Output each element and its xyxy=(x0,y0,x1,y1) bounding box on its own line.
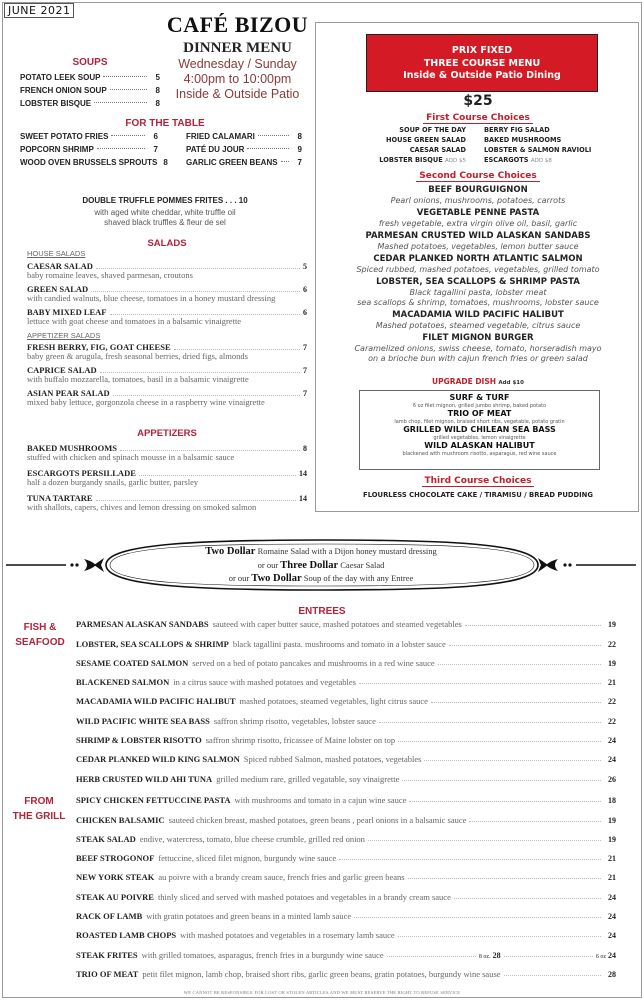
entree-item: WILD PACIFIC WHITE SEA BASS saffron shrimp risotto, vegetables, lobster sauce 22 xyxy=(76,715,616,726)
entree-item: STEAK AU POIVRE thinly sliced and served with mashed potatoes and vegetables in a brandy cream sauce 24 xyxy=(76,891,616,902)
restaurant-name: CAFÉ BIZOU xyxy=(166,12,309,37)
service-seating: Inside & Outside Patio xyxy=(175,87,300,101)
soups-section xyxy=(20,57,160,110)
entree-item: BEEF STROGONOF fettuccine, sliced filet mignon, burgundy wine sauce 21 xyxy=(76,853,616,864)
entree-item: STEAK SALAD endive, watercress, tomato, blue cheese crumble, grilled red onion 19 xyxy=(76,833,616,844)
entree-item: LOBSTER, SEA SCALLOPS & SHRIMP black tagallini pasta. mushrooms and tomato in a lobster sauce 22 xyxy=(76,638,616,649)
prix-fixe-panel xyxy=(315,22,639,512)
fish-seafood-list xyxy=(76,610,616,784)
appetizers-title: APPETIZERS xyxy=(137,428,197,439)
service-hours: 4:00pm to 10:00pm xyxy=(183,72,292,86)
prix-fixe-banner: PRIX FIXED THREE COURSE MENU Inside & Outside Patio Dining xyxy=(366,34,598,92)
appetizer-salads-label: APPETIZER SALADS xyxy=(27,331,101,340)
soup-item: LOBSTER BISQUE 8 xyxy=(20,99,160,108)
table-item: FRIED CALAMARI 8 xyxy=(186,132,302,141)
first-course-title: First Course Choices xyxy=(316,113,640,123)
entree-item: SPICY CHICKEN FETTUCCINE PASTA with mushrooms and tomato in a cajun wine sauce 18 xyxy=(76,795,616,806)
entree-item: CEDAR PLANKED WILD KING SALMON Spiced rubbed Salmon, mashed potatoes, vegetables 24 xyxy=(76,754,616,765)
footer-disclaimer: WE CANNOT BE RESPONSIBLE FOR LOST OR STOLEN ARTICLES AND WE MUST RESERVE THE RIGHT TO REFUSE SERVICE xyxy=(183,990,461,995)
entree-item: STEAK FRITES with grilled tomatoes, asparagus, french fries in a burgundy wine sauce 8 oz. 28 6 oz 24 xyxy=(76,949,616,960)
promo-cartouche xyxy=(6,535,636,595)
upgrade-dish-title: UPGRADE DISH Add $10 xyxy=(432,377,524,386)
featured-truffle-fries: DOUBLE TRUFFLE POMMES FRITES . . . 10 with aged white cheddar, white truffle oil shaved black truffles & fleur de sel xyxy=(82,196,248,227)
fish-seafood-label: FISH & SEAFOOD xyxy=(15,622,65,648)
salad-item: GREEN SALAD 6 with candied walnuts, blue cheese, tomatoes in a honey mustard dressing xyxy=(27,284,307,303)
second-course-title: Second Course Choices xyxy=(316,171,640,181)
third-course-title: Third Course Choices xyxy=(316,476,640,486)
entrees-title: ENTREES xyxy=(298,606,346,617)
table-item: SWEET POTATO FRIES 6 xyxy=(20,132,158,141)
entree-item: CHICKEN BALSAMIC sauteed chicken breast, mashed potatoes, green beans , pearl onions in a balsamic sauce 19 xyxy=(76,814,616,825)
from-the-grill-list xyxy=(76,786,616,979)
appetizers-section xyxy=(27,428,307,516)
promo-text: Two Dollar Romaine Salad with a Dijon honey mustard dressing or our Three Dollar Caesar Salad or our Two Dollar Soup of the day with any Entree xyxy=(205,546,437,584)
salads-title: SALADS xyxy=(147,238,187,249)
appetizer-item: ESCARGOTS PERSILLADE 14 half a dozen burgandy snails, garlic butter, parsley xyxy=(27,468,307,487)
salad-item: CAPRICE SALAD 7 with buffalo mozzarella, tomatoes, basil in a balsamic vinaigrette xyxy=(27,365,307,384)
soup-item: POTATO LEEK SOUP 5 xyxy=(20,73,160,82)
menu-name: DINNER MENU xyxy=(183,40,292,56)
third-course-items: FLOURLESS CHOCOLATE CAKE / TIRAMISU / BREAD PUDDING xyxy=(363,491,593,499)
entree-item: NEW YORK STEAK au poivre with a brandy cream sauce, french fries and garlic green beans 21 xyxy=(76,872,616,883)
entree-item: ROASTED LAMB CHOPS with mashed potatoes and vegetables in a rosemary lamb sauce 24 xyxy=(76,930,616,941)
entree-item: RACK OF LAMB with gratin potatoes and green beans in a minted lamb sauce 24 xyxy=(76,911,616,922)
entree-item: HERB CRUSTED WILD AHI TUNA grilled medium rare, grilled vegatable, soy vinaigrette 26 xyxy=(76,773,616,784)
table-item: PATÉ DU JOUR 9 xyxy=(186,145,302,154)
from-the-grill-label: FROM THE GRILL xyxy=(12,796,66,822)
upgrade-dish-box: SURF & TURF 6 oz filet mignon, grilled jumbo shrimp, baked potato TRIO OF MEAT lamb chop, filet mignon, braised short ribs, vegetable, potato gratin GRILLED WILD CHILEAN SEA BASS grilled vegetables, lemon vinaigrette WILD ALASKAN HALIBUT blackened with mushroom risotto, asparagus, red wine sauce xyxy=(359,390,600,470)
entree-item: MACADAMIA WILD PACIFIC HALIBUT mashed potatoes, steamed vegetables, light citrus sauce 22 xyxy=(76,696,616,707)
salad-item: ASIAN PEAR SALAD 7 mixed baby lettuce, gorgonzola cheese in a raspberry wine vinaigrette xyxy=(27,388,307,407)
entree-item: SESAME COATED SALMON served on a bed of potato pancakes and mushrooms in a red wine sauce 19 xyxy=(76,657,616,668)
entree-item: PARMESAN ALASKAN SANDABS sauteed with caper butter sauce, mashed potatoes and steamed vegetables 19 xyxy=(76,619,616,630)
first-course-grid: SOUP OF THE DAY BERRY FIG SALAD HOUSE GREEN SALAD BAKED MUSHROOMS CAESAR SALAD LOBSTER & SALMON RAVIOLI LOBSTER BISQUE ADD $5 ESCARGOTS ADD $8 xyxy=(379,126,592,164)
salads-section xyxy=(27,238,307,411)
appetizer-item: TUNA TARTARE 14 with shallots, capers, chives and lemon dressing on smoked salmon xyxy=(27,493,307,512)
salad-item: FRESH BERRY, FIG, GOAT CHEESE 7 baby green & arugula, fresh seasonal berries, dried figs, almonds xyxy=(27,342,307,361)
table-item: POPCORN SHRIMP 7 xyxy=(20,145,158,154)
prix-fixe-price: $25 xyxy=(463,93,493,109)
table-item: WOOD OVEN BRUSSELS SPROUTS 8 xyxy=(20,158,168,167)
soups-title: SOUPS xyxy=(72,57,108,68)
second-course-list: BEEF BOURGUIGNON Pearl onions, mushrooms, potatoes, carrots VEGETABLE PENNE PASTA fresh vegetable, extra virgin olive oil, basil, garlic PARMESAN CRUSTED WILD ALASKAN SANDABS Mashed potatoes, vegetables, lemon butter sauce CEDAR PLANKED NORTH ATLANTIC SALMON Spiced rubbed, mashed potatoes, vegetables, grilled tomato LOBSTER, SEA SCALLOPS & SHRIMP PASTA Black tagallini pasta, lobster meat sea scallops & shrimp, tomatoes, mushrooms, lobster sauce MACADAMIA WILD PACIFIC HALIBUT Mashed potatoes, steamed vegetable, citrus sauce FILET MIGNON BURGER Caramelized onions, swiss cheese, tomato, horseradish mayo on a brioche bun with cajun french fries or green salad xyxy=(354,185,602,363)
entree-item: SHRIMP & LOBSTER RISOTTO saffron shrimp risotto, fricassee of Maine lobster on top 24 xyxy=(76,735,616,746)
house-salads-label: HOUSE SALADS xyxy=(27,249,86,258)
date-badge: JUNE 2021 xyxy=(4,3,74,18)
table-item: GARLIC GREEN BEANS 7 xyxy=(186,158,302,167)
soup-item: FRENCH ONION SOUP 8 xyxy=(20,86,160,95)
for-the-table-left xyxy=(20,130,168,169)
for-the-table-title: FOR THE TABLE xyxy=(125,118,205,129)
title-block xyxy=(150,12,325,102)
appetizer-item: BAKED MUSHROOMS 8 stuffed with chicken and spinach mousse in a balsamic sauce xyxy=(27,443,307,462)
salad-item: CAESAR SALAD 5 baby romaine leaves, shaved parmesan, croutons xyxy=(27,261,307,280)
service-days: Wednesday / Sunday xyxy=(178,57,297,71)
entree-item: BLACKENED SALMON in a citrus sauce with mashed potatoes and vegetables 21 xyxy=(76,677,616,688)
salad-item: BABY MIXED LEAF 6 lettuce with goat cheese and tomatoes in a balsamic vinaigrette xyxy=(27,307,307,326)
entree-item: TRIO OF MEAT petit filet mignon, lamb chop, braised short ribs, garlic green beans, gratin potatoes, burgundy wine sause 28 xyxy=(76,968,616,979)
for-the-table-right xyxy=(186,130,302,169)
